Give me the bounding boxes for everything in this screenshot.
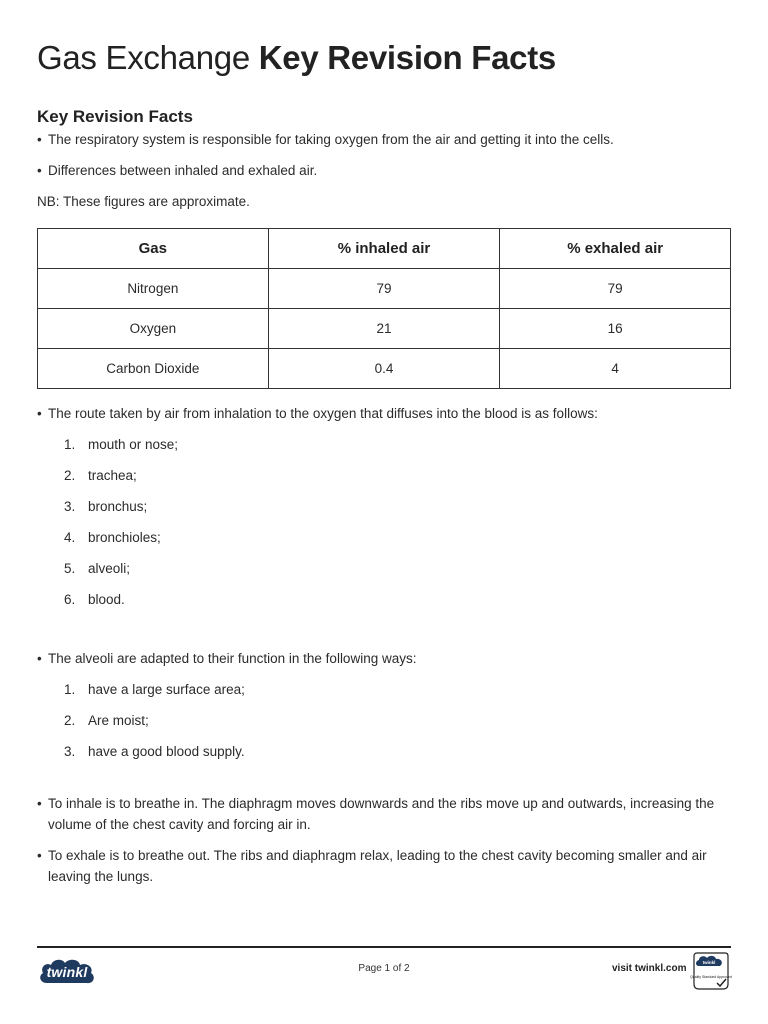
alveoli-bullet	[37, 648, 416, 669]
title-light: Gas Exchange	[37, 39, 250, 76]
list-item	[64, 465, 178, 496]
list-text: bronchioles;	[88, 530, 161, 545]
table-header-cell: Gas	[38, 229, 269, 269]
bullet-text: Differences between inhaled and exhaled air.	[48, 163, 318, 178]
table-cell: 21	[268, 309, 500, 349]
gas-composition-table	[37, 228, 731, 389]
badge-brand: twinkl	[702, 960, 716, 965]
title-bold: Key Revision Facts	[258, 39, 556, 76]
list-number: 2.	[64, 713, 76, 728]
table-cell: 16	[500, 309, 731, 349]
list-number: 2.	[64, 468, 76, 483]
table-cell: 0.4	[268, 349, 500, 389]
logo-text: twinkl	[46, 964, 88, 980]
bullet-text: The route taken by air from inhalation to the oxygen that diffuses into the blood is as follows:	[48, 406, 598, 421]
approx-note: NB: These figures are approximate.	[37, 194, 250, 209]
list-number: 3.	[64, 499, 76, 514]
list-number: 1.	[64, 437, 76, 452]
bullet-dot: •	[37, 651, 42, 666]
list-number: 3.	[64, 744, 76, 759]
bullet-dot: •	[37, 132, 42, 147]
table-header-cell: % inhaled air	[268, 229, 500, 269]
list-text: Are moist;	[88, 713, 149, 728]
list-text: bronchus;	[88, 499, 148, 514]
bullet-dot: •	[37, 796, 42, 811]
footer-divider	[37, 946, 731, 948]
list-item	[64, 589, 178, 620]
list-item	[64, 434, 178, 465]
badge-caption: Quality Standard Approved	[690, 975, 732, 979]
list-text: alveoli;	[88, 561, 131, 576]
bullet-text: The alveoli are adapted to their function in the following ways:	[48, 651, 417, 666]
list-number: 5.	[64, 561, 76, 576]
list-text: mouth or nose;	[88, 437, 179, 452]
bullet-text: To exhale is to breathe out. The ribs and diaphragm relax, leading to the chest cavity becoming smaller and air leaving the lungs.	[48, 848, 707, 884]
intro-bullet-2	[37, 160, 317, 181]
list-text: have a good blood supply.	[88, 744, 245, 759]
inhale-bullet	[37, 793, 737, 835]
bullet-dot: •	[37, 406, 42, 421]
table-row	[38, 349, 731, 389]
list-item	[64, 679, 245, 710]
list-number: 1.	[64, 682, 76, 697]
exhale-bullet	[37, 845, 737, 887]
page-title	[37, 38, 556, 78]
table-cell: Oxygen	[38, 309, 269, 349]
table-row	[38, 269, 731, 309]
intro-bullet-1	[37, 129, 614, 150]
bullet-dot: •	[37, 848, 42, 863]
quality-badge-icon	[690, 950, 732, 992]
alveoli-adaptations-list	[64, 679, 245, 772]
bullet-text: The respiratory system is responsible for taking oxygen from the air and getting it into the cells.	[48, 132, 614, 147]
bullet-dot: •	[37, 163, 42, 178]
visit-link[interactable]: visit twinkl.com	[612, 963, 687, 974]
route-bullet	[37, 403, 598, 424]
table-cell: 4	[500, 349, 731, 389]
table-cell: Nitrogen	[38, 269, 269, 309]
bullet-text: To inhale is to breathe in. The diaphragm moves downwards and the ribs move up and outwards, increasing the volume of the chest cavity and forcing air in.	[48, 796, 715, 832]
route-steps-list	[64, 434, 178, 620]
list-item	[64, 527, 178, 558]
page-number: Page 1 of 2	[358, 963, 410, 974]
list-number: 6.	[64, 592, 76, 607]
list-item	[64, 741, 245, 772]
table-cell: Carbon Dioxide	[38, 349, 269, 389]
table-row	[38, 309, 731, 349]
section-heading: Key Revision Facts	[37, 107, 193, 126]
list-item	[64, 558, 178, 589]
table-cell: 79	[500, 269, 731, 309]
list-text: trachea;	[88, 468, 137, 483]
list-item	[64, 496, 178, 527]
list-number: 4.	[64, 530, 76, 545]
table-header-row	[38, 229, 731, 269]
list-text: blood.	[88, 592, 125, 607]
list-text: have a large surface area;	[88, 682, 245, 697]
list-item	[64, 710, 245, 741]
table-cell: 79	[268, 269, 500, 309]
table-header-cell: % exhaled air	[500, 229, 731, 269]
